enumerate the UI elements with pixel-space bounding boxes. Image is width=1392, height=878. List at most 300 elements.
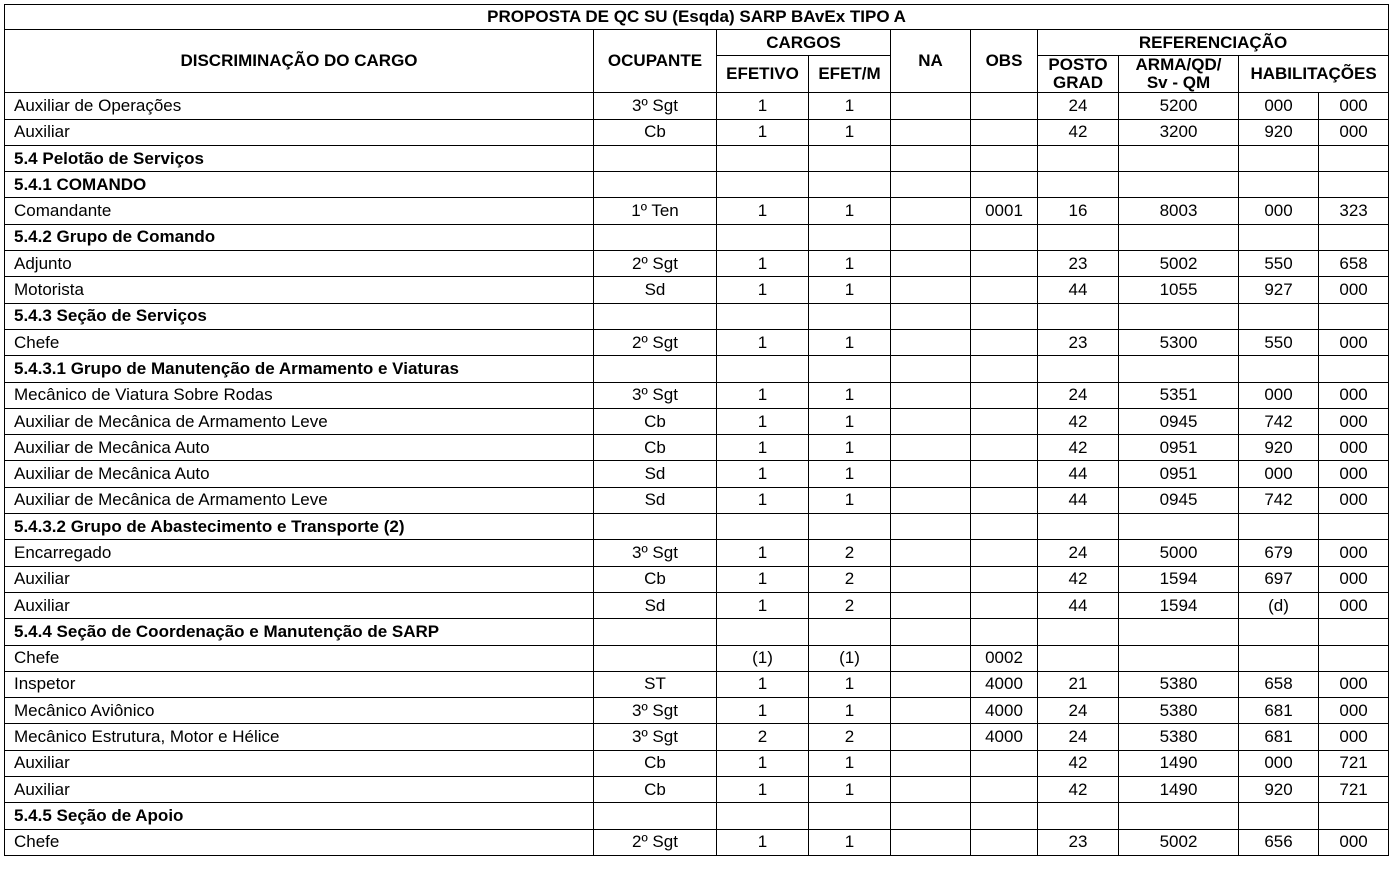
cell-na: [891, 592, 971, 618]
section-row: [5, 172, 1389, 198]
section-row: [5, 356, 1389, 382]
cell-obs: [971, 145, 1038, 171]
cell-obs: [971, 777, 1038, 803]
cell-arma: 0945: [1119, 408, 1239, 434]
cell-habilitacao-2: 000: [1319, 698, 1389, 724]
cell-efetivo: 1: [717, 566, 809, 592]
cell-arma: 0951: [1119, 435, 1239, 461]
header-arma-line2: Sv - QM: [1146, 73, 1211, 93]
cell-posto: 42: [1038, 119, 1119, 145]
table-row: [5, 119, 1389, 145]
cell-efetivo: 1: [717, 93, 809, 119]
cell-posto: [1038, 514, 1119, 540]
cell-habilitacao-1: 679: [1239, 540, 1319, 566]
cell-na: [891, 408, 971, 434]
cell-na: [891, 645, 971, 671]
cell-habilitacao-1: 000: [1239, 750, 1319, 776]
cell-efet-m: 1: [809, 93, 891, 119]
cell-discriminacao: Motorista: [5, 277, 594, 303]
cell-efetivo: [717, 803, 809, 829]
cell-arma: 3200: [1119, 119, 1239, 145]
cell-posto: [1038, 303, 1119, 329]
table-row: [5, 645, 1389, 671]
cell-obs: [971, 803, 1038, 829]
cell-arma: [1119, 514, 1239, 540]
table-row: [5, 461, 1389, 487]
cell-habilitacao-1: [1239, 645, 1319, 671]
cell-discriminacao: Auxiliar: [5, 119, 594, 145]
table-row: [5, 698, 1389, 724]
cell-na: [891, 724, 971, 750]
cell-arma: [1119, 645, 1239, 671]
cell-ocupante: Cb: [594, 119, 717, 145]
cell-habilitacao-2: [1319, 645, 1389, 671]
cell-habilitacao-2: 000: [1319, 566, 1389, 592]
cell-habilitacao-1: [1239, 145, 1319, 171]
cell-arma: [1119, 145, 1239, 171]
table-row: [5, 329, 1389, 355]
cell-habilitacao-1: [1239, 172, 1319, 198]
cell-habilitacao-2: 000: [1319, 829, 1389, 855]
cell-efet-m: 1: [809, 698, 891, 724]
cell-obs: [971, 251, 1038, 277]
cell-posto: 21: [1038, 671, 1119, 697]
cell-arma: [1119, 803, 1239, 829]
cell-efet-m: [809, 619, 891, 645]
cell-na: [891, 619, 971, 645]
cell-efetivo: 1: [717, 540, 809, 566]
cell-habilitacao-1: 920: [1239, 119, 1319, 145]
cell-discriminacao: Encarregado: [5, 540, 594, 566]
cell-obs: [971, 119, 1038, 145]
header-posto-line2: GRAD: [1052, 73, 1104, 93]
table-row: [5, 487, 1389, 513]
cell-habilitacao-2: 000: [1319, 408, 1389, 434]
cell-na: [891, 829, 971, 855]
cell-efet-m: [809, 172, 891, 198]
cell-discriminacao: 5.4.4 Seção de Coordenação e Manutenção de SARP: [5, 619, 594, 645]
cell-ocupante: 3º Sgt: [594, 698, 717, 724]
cell-efet-m: 1: [809, 251, 891, 277]
cell-efetivo: 1: [717, 408, 809, 434]
cell-discriminacao: 5.4 Pelotão de Serviços: [5, 145, 594, 171]
cell-ocupante: Sd: [594, 277, 717, 303]
cell-ocupante: Sd: [594, 487, 717, 513]
cell-obs: [971, 172, 1038, 198]
cell-ocupante: [594, 514, 717, 540]
cell-discriminacao: Comandante: [5, 198, 594, 224]
cell-obs: [971, 224, 1038, 250]
cell-obs: 4000: [971, 698, 1038, 724]
cell-obs: 0002: [971, 645, 1038, 671]
cell-obs: [971, 750, 1038, 776]
cell-discriminacao: Chefe: [5, 645, 594, 671]
cell-efetivo: [717, 514, 809, 540]
cell-arma: 1490: [1119, 750, 1239, 776]
table-row: [5, 592, 1389, 618]
cell-habilitacao-2: [1319, 145, 1389, 171]
cell-efet-m: 1: [809, 777, 891, 803]
cell-habilitacao-2: 000: [1319, 592, 1389, 618]
cell-arma: 5380: [1119, 698, 1239, 724]
cell-habilitacao-1: 920: [1239, 777, 1319, 803]
cell-arma: 8003: [1119, 198, 1239, 224]
cell-na: [891, 566, 971, 592]
cell-posto: 44: [1038, 487, 1119, 513]
cell-ocupante: 2º Sgt: [594, 251, 717, 277]
cell-habilitacao-2: 000: [1319, 93, 1389, 119]
cell-discriminacao: Auxiliar: [5, 777, 594, 803]
cell-ocupante: [594, 172, 717, 198]
cell-habilitacao-1: 742: [1239, 487, 1319, 513]
cell-efetivo: [717, 619, 809, 645]
cell-habilitacao-2: 000: [1319, 277, 1389, 303]
cell-discriminacao: 5.4.1 COMANDO: [5, 172, 594, 198]
table-row: [5, 671, 1389, 697]
cell-efet-m: (1): [809, 645, 891, 671]
cell-efetivo: 1: [717, 750, 809, 776]
cell-habilitacao-1: [1239, 803, 1319, 829]
table-row: [5, 251, 1389, 277]
cell-arma: 1594: [1119, 592, 1239, 618]
cell-posto: 42: [1038, 566, 1119, 592]
cell-ocupante: Sd: [594, 592, 717, 618]
cell-arma: 0951: [1119, 461, 1239, 487]
cell-arma: 1490: [1119, 777, 1239, 803]
cell-efetivo: [717, 303, 809, 329]
cell-efet-m: [809, 514, 891, 540]
header-habilitacoes: HABILITAÇÕES: [1239, 56, 1389, 93]
section-row: [5, 803, 1389, 829]
cell-efet-m: 1: [809, 829, 891, 855]
cell-efetivo: [717, 145, 809, 171]
cell-discriminacao: 5.4.2 Grupo de Comando: [5, 224, 594, 250]
table-row: [5, 540, 1389, 566]
cell-discriminacao: 5.4.3.2 Grupo de Abastecimento e Transporte (2): [5, 514, 594, 540]
cell-obs: [971, 619, 1038, 645]
cell-efetivo: [717, 172, 809, 198]
cell-efet-m: [809, 303, 891, 329]
cell-habilitacao-1: 681: [1239, 724, 1319, 750]
cell-habilitacao-1: [1239, 356, 1319, 382]
cell-ocupante: [594, 303, 717, 329]
cell-na: [891, 356, 971, 382]
cell-posto: [1038, 145, 1119, 171]
cell-discriminacao: Auxiliar: [5, 592, 594, 618]
cell-efet-m: 1: [809, 119, 891, 145]
cell-posto: 23: [1038, 829, 1119, 855]
cell-discriminacao: Mecânico Aviônico: [5, 698, 594, 724]
cell-discriminacao: Auxiliar de Mecânica Auto: [5, 461, 594, 487]
cell-posto: 24: [1038, 698, 1119, 724]
cell-obs: [971, 382, 1038, 408]
cell-arma: 5380: [1119, 671, 1239, 697]
cell-arma: [1119, 303, 1239, 329]
cell-efetivo: 1: [717, 198, 809, 224]
cell-na: [891, 698, 971, 724]
cell-obs: [971, 461, 1038, 487]
header-cargos: CARGOS: [717, 30, 891, 56]
table-row: [5, 777, 1389, 803]
cell-habilitacao-1: 656: [1239, 829, 1319, 855]
cell-habilitacao-2: [1319, 224, 1389, 250]
cell-na: [891, 487, 971, 513]
table-row: [5, 829, 1389, 855]
cell-na: [891, 198, 971, 224]
cell-posto: 42: [1038, 408, 1119, 434]
cell-habilitacao-1: 658: [1239, 671, 1319, 697]
cell-habilitacao-1: [1239, 303, 1319, 329]
cell-ocupante: Cb: [594, 435, 717, 461]
cell-posto: 24: [1038, 540, 1119, 566]
cell-obs: [971, 592, 1038, 618]
cell-posto: 16: [1038, 198, 1119, 224]
cell-habilitacao-1: 000: [1239, 93, 1319, 119]
section-row: [5, 619, 1389, 645]
cell-na: [891, 224, 971, 250]
cell-arma: 5002: [1119, 829, 1239, 855]
cell-habilitacao-1: [1239, 224, 1319, 250]
cell-habilitacao-2: [1319, 803, 1389, 829]
cell-habilitacao-2: 721: [1319, 777, 1389, 803]
table-row: [5, 93, 1389, 119]
cell-efet-m: [809, 803, 891, 829]
cell-obs: [971, 329, 1038, 355]
cell-obs: [971, 303, 1038, 329]
cell-discriminacao: 5.4.5 Seção de Apoio: [5, 803, 594, 829]
cell-efetivo: [717, 224, 809, 250]
header-obs: OBS: [971, 30, 1038, 93]
cell-efet-m: 1: [809, 487, 891, 513]
cell-arma: 5351: [1119, 382, 1239, 408]
header-efetivo: EFETIVO: [717, 56, 809, 93]
cell-na: [891, 461, 971, 487]
cell-habilitacao-2: 000: [1319, 329, 1389, 355]
cell-ocupante: [594, 803, 717, 829]
cell-discriminacao: 5.4.3.1 Grupo de Manutenção de Armamento e Viaturas: [5, 356, 594, 382]
cell-ocupante: 3º Sgt: [594, 540, 717, 566]
cell-na: [891, 93, 971, 119]
table-row: [5, 566, 1389, 592]
cell-efetivo: 2: [717, 724, 809, 750]
cell-efetivo: 1: [717, 251, 809, 277]
cell-obs: [971, 487, 1038, 513]
cell-ocupante: ST: [594, 671, 717, 697]
cell-ocupante: 3º Sgt: [594, 93, 717, 119]
cell-efet-m: 1: [809, 435, 891, 461]
cell-habilitacao-2: 000: [1319, 119, 1389, 145]
header-ocupante: OCUPANTE: [594, 30, 717, 93]
cell-habilitacao-1: 742: [1239, 408, 1319, 434]
section-row: [5, 145, 1389, 171]
cell-obs: [971, 435, 1038, 461]
cell-discriminacao: Adjunto: [5, 251, 594, 277]
cell-discriminacao: Auxiliar: [5, 566, 594, 592]
cell-habilitacao-2: [1319, 356, 1389, 382]
cell-posto: 24: [1038, 93, 1119, 119]
cell-efetivo: 1: [717, 435, 809, 461]
cell-na: [891, 251, 971, 277]
table-row: [5, 198, 1389, 224]
cell-obs: [971, 277, 1038, 303]
cell-arma: 1055: [1119, 277, 1239, 303]
cell-habilitacao-2: 000: [1319, 461, 1389, 487]
header-posto-grad: [1038, 56, 1119, 93]
cell-efet-m: 1: [809, 277, 891, 303]
cell-discriminacao: Mecânico Estrutura, Motor e Hélice: [5, 724, 594, 750]
cell-na: [891, 803, 971, 829]
cell-posto: [1038, 645, 1119, 671]
cell-discriminacao: Auxiliar de Mecânica Auto: [5, 435, 594, 461]
cell-habilitacao-2: [1319, 172, 1389, 198]
cell-discriminacao: Mecânico de Viatura Sobre Rodas: [5, 382, 594, 408]
cell-ocupante: Cb: [594, 777, 717, 803]
cell-habilitacao-1: 920: [1239, 435, 1319, 461]
cell-arma: 5002: [1119, 251, 1239, 277]
cell-efetivo: 1: [717, 698, 809, 724]
header-referenciacao: REFERENCIAÇÃO: [1038, 30, 1389, 56]
cell-habilitacao-1: 681: [1239, 698, 1319, 724]
cell-efet-m: 2: [809, 566, 891, 592]
cell-habilitacao-1: 927: [1239, 277, 1319, 303]
cell-habilitacao-2: 721: [1319, 750, 1389, 776]
cell-na: [891, 172, 971, 198]
cell-discriminacao: Auxiliar: [5, 750, 594, 776]
cell-efetivo: 1: [717, 829, 809, 855]
cell-posto: 44: [1038, 592, 1119, 618]
cell-habilitacao-1: 000: [1239, 461, 1319, 487]
cell-efet-m: 1: [809, 382, 891, 408]
cell-efet-m: 2: [809, 592, 891, 618]
cell-ocupante: 3º Sgt: [594, 724, 717, 750]
cell-discriminacao: Auxiliar de Mecânica de Armamento Leve: [5, 487, 594, 513]
cell-obs: [971, 514, 1038, 540]
cell-habilitacao-1: 697: [1239, 566, 1319, 592]
cell-na: [891, 750, 971, 776]
cell-arma: 5000: [1119, 540, 1239, 566]
cell-efet-m: [809, 145, 891, 171]
cell-ocupante: Cb: [594, 408, 717, 434]
header-efet-m: EFET/M: [809, 56, 891, 93]
cell-habilitacao-2: 000: [1319, 487, 1389, 513]
cell-habilitacao-2: 658: [1319, 251, 1389, 277]
cell-ocupante: Cb: [594, 566, 717, 592]
cell-efet-m: 2: [809, 724, 891, 750]
cell-na: [891, 303, 971, 329]
cell-obs: [971, 93, 1038, 119]
cell-posto: 23: [1038, 251, 1119, 277]
cell-arma: 0945: [1119, 487, 1239, 513]
qc-table: [4, 4, 1389, 856]
cell-discriminacao: Inspetor: [5, 671, 594, 697]
section-row: [5, 514, 1389, 540]
cell-posto: 24: [1038, 724, 1119, 750]
cell-habilitacao-1: (d): [1239, 592, 1319, 618]
cell-ocupante: Sd: [594, 461, 717, 487]
cell-efetivo: 1: [717, 329, 809, 355]
cell-arma: [1119, 172, 1239, 198]
cell-posto: [1038, 619, 1119, 645]
cell-na: [891, 277, 971, 303]
cell-habilitacao-2: [1319, 514, 1389, 540]
cell-habilitacao-1: 000: [1239, 198, 1319, 224]
cell-na: [891, 540, 971, 566]
header-arma-qd: [1119, 56, 1239, 93]
cell-na: [891, 435, 971, 461]
cell-efetivo: 1: [717, 592, 809, 618]
cell-obs: [971, 408, 1038, 434]
cell-posto: [1038, 172, 1119, 198]
cell-na: [891, 382, 971, 408]
table-title: PROPOSTA DE QC SU (Esqda) SARP BAvEx TIPO A: [5, 5, 1389, 30]
cell-efet-m: 1: [809, 198, 891, 224]
cell-habilitacao-2: 000: [1319, 540, 1389, 566]
cell-ocupante: 3º Sgt: [594, 382, 717, 408]
table-row: [5, 435, 1389, 461]
cell-efetivo: 1: [717, 777, 809, 803]
cell-na: [891, 329, 971, 355]
cell-obs: 0001: [971, 198, 1038, 224]
cell-habilitacao-2: 323: [1319, 198, 1389, 224]
cell-posto: 44: [1038, 277, 1119, 303]
cell-posto: 42: [1038, 750, 1119, 776]
cell-efet-m: 1: [809, 408, 891, 434]
header-posto-line1: POSTO: [1048, 55, 1108, 75]
table-row: [5, 750, 1389, 776]
cell-ocupante: 2º Sgt: [594, 829, 717, 855]
cell-obs: 4000: [971, 724, 1038, 750]
cell-efetivo: 1: [717, 119, 809, 145]
header-na: NA: [891, 30, 971, 93]
cell-efet-m: 1: [809, 750, 891, 776]
section-row: [5, 303, 1389, 329]
cell-arma: 5300: [1119, 329, 1239, 355]
cell-posto: 24: [1038, 382, 1119, 408]
cell-efet-m: 1: [809, 671, 891, 697]
cell-efet-m: [809, 224, 891, 250]
cell-habilitacao-1: 550: [1239, 329, 1319, 355]
cell-efet-m: [809, 356, 891, 382]
cell-posto: [1038, 224, 1119, 250]
table-row: [5, 408, 1389, 434]
cell-obs: 4000: [971, 671, 1038, 697]
cell-arma: [1119, 224, 1239, 250]
cell-ocupante: 2º Sgt: [594, 329, 717, 355]
cell-ocupante: [594, 645, 717, 671]
table-row: [5, 277, 1389, 303]
cell-habilitacao-2: [1319, 619, 1389, 645]
cell-habilitacao-2: 000: [1319, 671, 1389, 697]
cell-posto: 23: [1038, 329, 1119, 355]
cell-ocupante: [594, 224, 717, 250]
cell-efetivo: 1: [717, 277, 809, 303]
cell-habilitacao-2: 000: [1319, 382, 1389, 408]
cell-obs: [971, 356, 1038, 382]
cell-habilitacao-2: 000: [1319, 724, 1389, 750]
cell-efetivo: 1: [717, 461, 809, 487]
cell-na: [891, 514, 971, 540]
cell-posto: 44: [1038, 461, 1119, 487]
cell-na: [891, 777, 971, 803]
cell-discriminacao: Chefe: [5, 829, 594, 855]
cell-posto: [1038, 803, 1119, 829]
cell-discriminacao: Chefe: [5, 329, 594, 355]
cell-discriminacao: 5.4.3 Seção de Serviços: [5, 303, 594, 329]
cell-habilitacao-2: [1319, 303, 1389, 329]
cell-efet-m: 1: [809, 461, 891, 487]
cell-ocupante: [594, 145, 717, 171]
cell-efetivo: 1: [717, 382, 809, 408]
